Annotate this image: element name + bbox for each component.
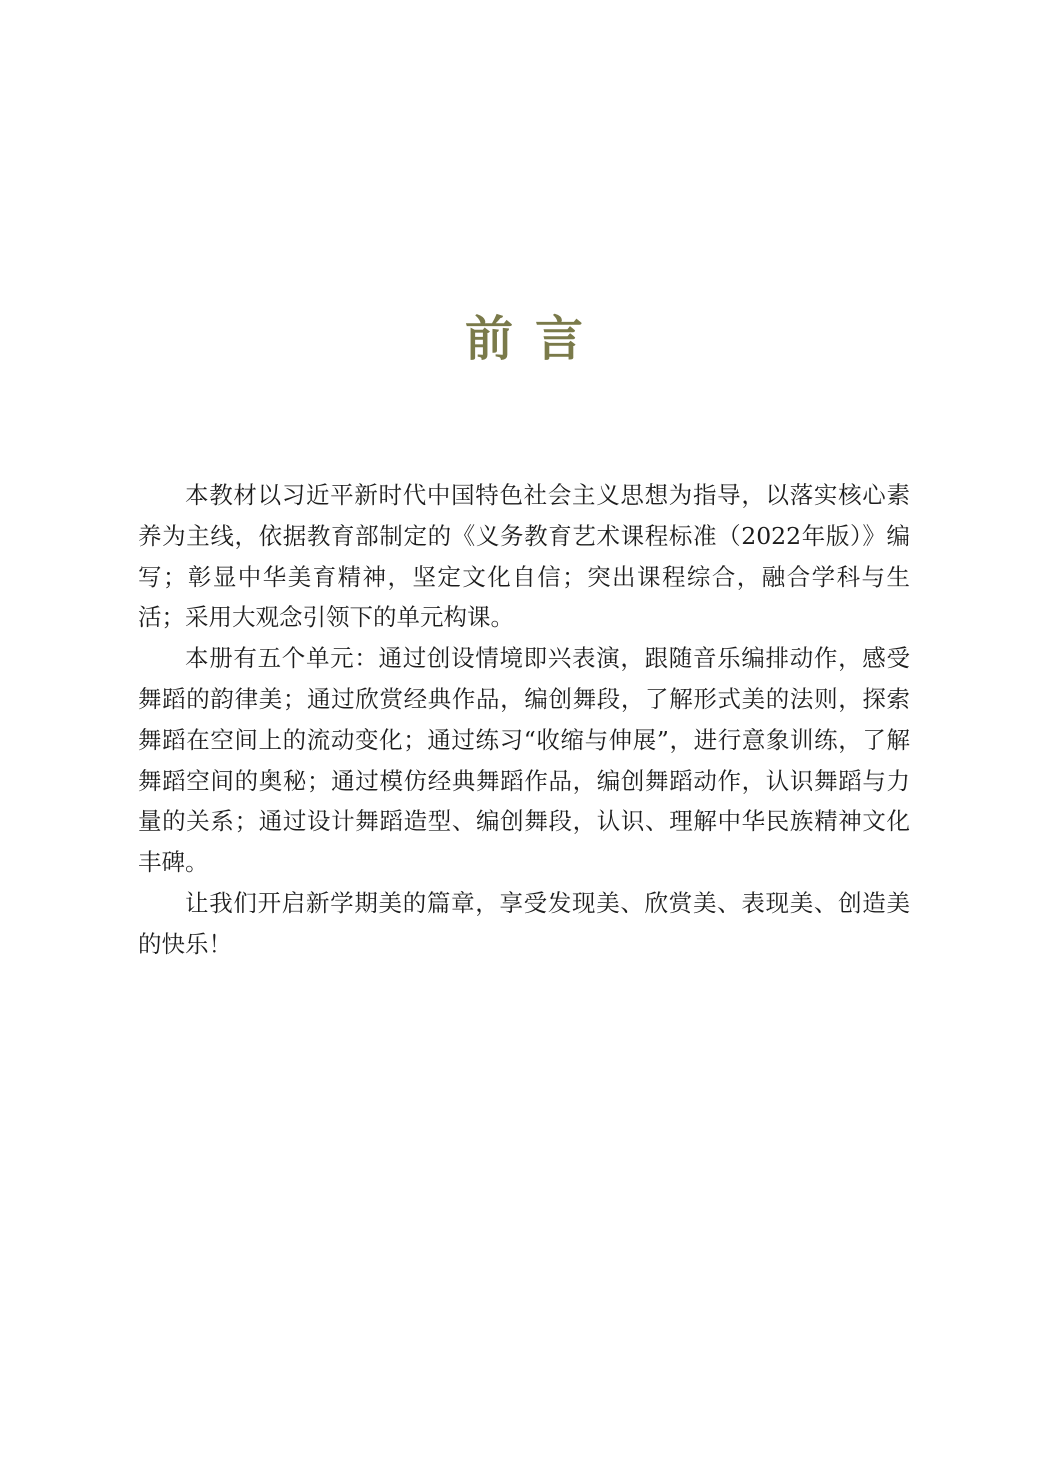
- preface-body: [138, 475, 910, 965]
- paragraph-2: 本册有五个单元：通过创设情境即兴表演，跟随音乐编排动作，感受舞蹈的韵律美；通过欣赏经典作品，编创舞段，了解形式美的法则，探索舞蹈在空间上的流动变化；通过练习“收缩与伸展”，进行意象训练，了解舞蹈空间的奥秘；通过模仿经典舞蹈作品，编创舞蹈动作，认识舞蹈与力量的关系；通过设计舞蹈造型、编创舞段，认识、理解中华民族精神文化丰碑。: [138, 644, 910, 877]
- paragraph-3: 让我们开启新学期美的篇章，享受发现美、欣赏美、表现美、创造美的快乐！: [138, 888, 910, 958]
- paragraph-1: 本教材以习近平新时代中国特色社会主义思想为指导，以落实核心素养为主线，依据教育部制定的《义务教育艺术课程标准（2022年版）》编写；彰显中华美育精神，坚定文化自信；突出课程综合，融合学科与生活；采用大观念引领下的单元构课。: [138, 481, 910, 632]
- page-title: 前言: [464, 311, 605, 367]
